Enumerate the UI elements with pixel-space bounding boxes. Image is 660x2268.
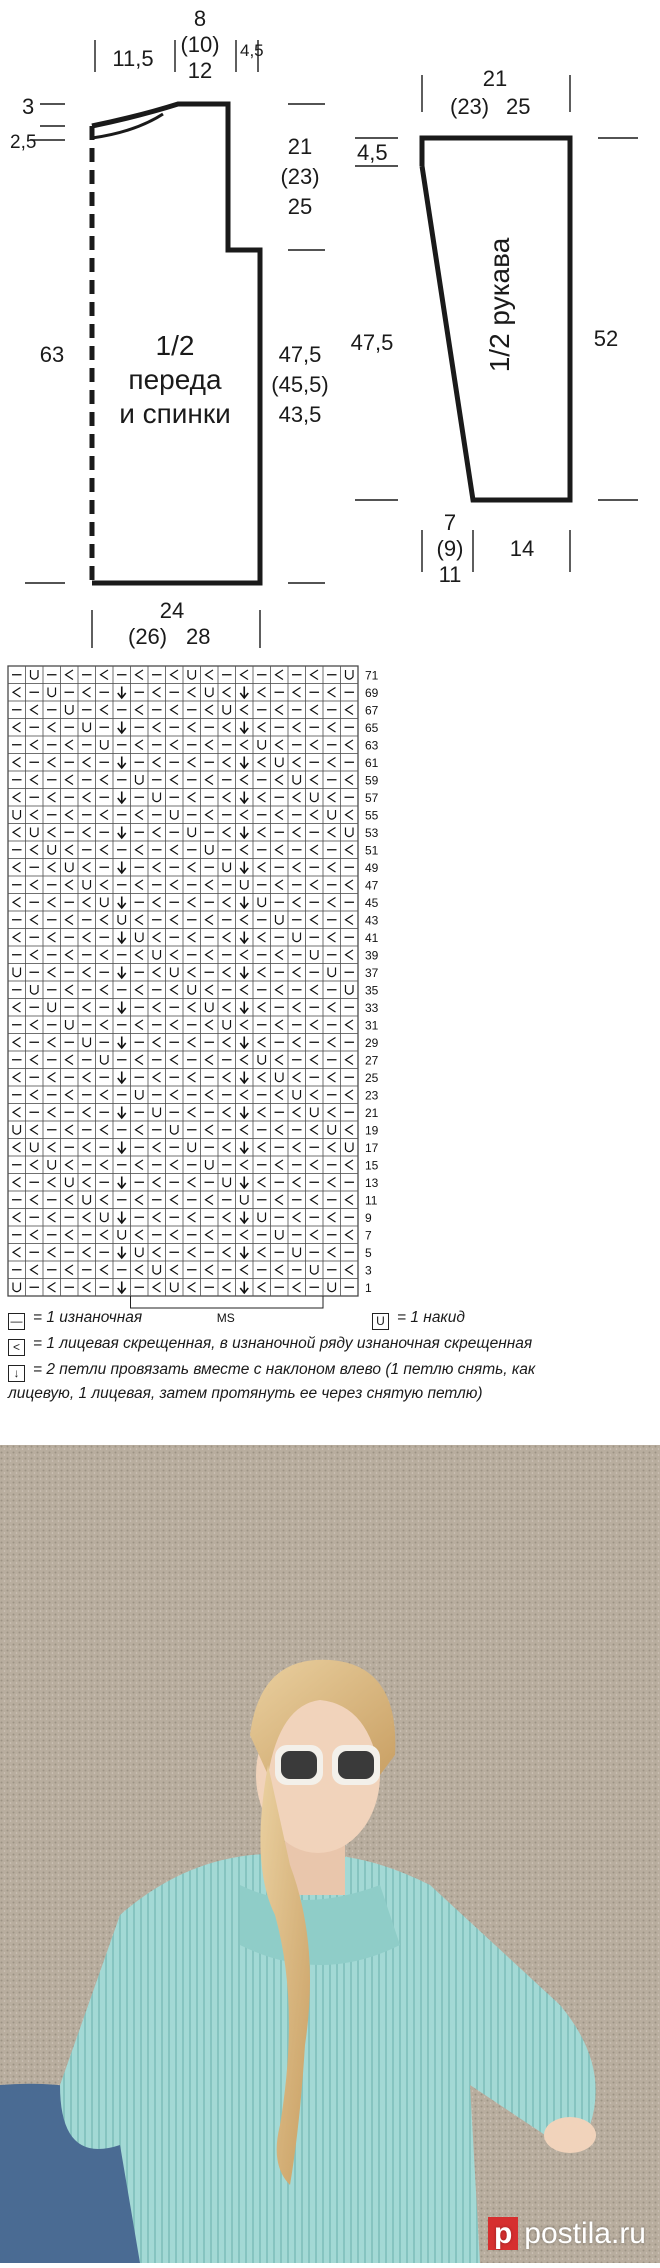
row-number: 71 xyxy=(365,668,379,683)
row-number: 3 xyxy=(365,1263,372,1278)
side-length-2: (45,5) xyxy=(271,372,329,397)
chart-legend xyxy=(0,1305,660,1425)
row-number: 55 xyxy=(365,808,379,823)
body-label-1: 1/2 xyxy=(155,330,195,361)
legend-decrease: ↓ = 2 петли провязать вместе с наклоном влево (1 петлю снять, как xyxy=(8,1361,535,1382)
row-number: 39 xyxy=(365,948,379,963)
sweater-photo xyxy=(0,1445,660,2263)
shoulder-width: 11,5 xyxy=(112,46,154,71)
row-number: 15 xyxy=(365,1158,379,1173)
row-number: 57 xyxy=(365,791,379,805)
row-number: 51 xyxy=(365,843,379,858)
row-number: 27 xyxy=(365,1053,379,1068)
edge-margin: 4,5 xyxy=(240,41,264,60)
row-number: 1 xyxy=(365,1281,372,1295)
row-number: 69 xyxy=(365,686,379,700)
neck-width-3: 12 xyxy=(187,58,213,83)
twisted-stitch-symbol-icon: < xyxy=(8,1339,25,1356)
body-label-2: переда xyxy=(128,364,222,395)
row-number: 45 xyxy=(365,896,379,910)
row-number: 53 xyxy=(365,826,379,840)
watermark-logo-icon: p xyxy=(488,2217,518,2250)
row-number: 7 xyxy=(365,1228,372,1243)
row-number: 35 xyxy=(365,983,379,998)
neck-width-2: (10) xyxy=(180,32,220,57)
dimension-ticks xyxy=(25,40,638,648)
row-number: 19 xyxy=(365,1123,379,1138)
row-number: 41 xyxy=(365,931,379,945)
row-number: 63 xyxy=(365,738,379,753)
armhole-depth-1: 21 xyxy=(287,134,313,159)
neck-drop-2: 2,5 xyxy=(10,132,37,153)
row-number: 11 xyxy=(365,1193,378,1208)
row-number: 21 xyxy=(365,1106,379,1120)
armhole-depth-3: 25 xyxy=(287,194,313,219)
half-width-2: (26) xyxy=(128,624,168,649)
row-number: 33 xyxy=(365,1001,379,1015)
purl-symbol-icon: — xyxy=(8,1313,25,1330)
decrease-symbol-icon: ↓ xyxy=(8,1365,25,1382)
row-number: 43 xyxy=(365,913,379,928)
row-number: 9 xyxy=(365,1211,372,1225)
neck-drop-1: 3 xyxy=(22,94,35,119)
legend-twisted: < = 1 лицевая скрещенная, в изнаночной ряду изнаночная скрещенная xyxy=(8,1335,532,1356)
row-number: 31 xyxy=(365,1018,379,1033)
sleeve-top-2: (23) xyxy=(450,94,490,119)
row-number: 29 xyxy=(365,1036,379,1050)
half-width-3: 28 xyxy=(186,624,211,649)
row-number: 17 xyxy=(365,1141,379,1155)
row-number: 25 xyxy=(365,1071,379,1085)
row-number: 65 xyxy=(365,721,379,735)
watermark-text: p postila.ru xyxy=(488,2217,646,2251)
sleeve-inner-length: 47,5 xyxy=(350,330,394,355)
row-number: 37 xyxy=(365,966,379,980)
total-length: 63 xyxy=(39,342,65,367)
side-length-1: 47,5 xyxy=(278,342,322,367)
sleeve-cuff-2: (9) xyxy=(436,536,464,561)
yarn-over-symbol-icon: U xyxy=(372,1313,389,1330)
row-number: 59 xyxy=(365,773,379,788)
sleeve-cuff-right: 14 xyxy=(509,536,535,561)
model-photo-illustration xyxy=(0,1445,660,2263)
half-width-1: 24 xyxy=(159,598,185,623)
schematic-lines xyxy=(0,0,660,640)
hand xyxy=(544,2117,596,2153)
sleeve-cap-height: 4,5 xyxy=(357,140,388,165)
legend-purl: — = 1 изнаночная xyxy=(8,1309,142,1330)
row-number: 67 xyxy=(365,703,379,718)
sleeve-top-1: 21 xyxy=(482,66,508,91)
row-number: 13 xyxy=(365,1176,379,1190)
sleeve-cuff-1: 7 xyxy=(443,510,457,535)
sleeve-cuff-3: 11 xyxy=(438,562,462,587)
repeat-label: MS xyxy=(216,1311,235,1325)
row-number: 5 xyxy=(365,1246,372,1260)
side-length-3: 43,5 xyxy=(278,402,322,427)
row-number: 49 xyxy=(365,861,379,875)
row-number: 47 xyxy=(365,878,379,893)
garment-schematics xyxy=(0,0,660,649)
legend-yarn-over: U = 1 накид xyxy=(372,1309,465,1330)
row-number: 61 xyxy=(365,756,379,770)
neck-width-1: 8 xyxy=(193,6,207,31)
armhole-depth-2: (23) xyxy=(280,164,320,189)
sleeve-label: 1/2 рукава xyxy=(484,237,515,373)
body-label-3: и спинки xyxy=(119,398,231,429)
legend-decrease-cont: лицевую, 1 лицевая, затем протянуть ее через снятую петлю) xyxy=(8,1385,483,1402)
row-number: 23 xyxy=(365,1088,379,1103)
sleeve-outer-length: 52 xyxy=(593,326,619,351)
sleeve-top-3: 25 xyxy=(506,94,531,119)
